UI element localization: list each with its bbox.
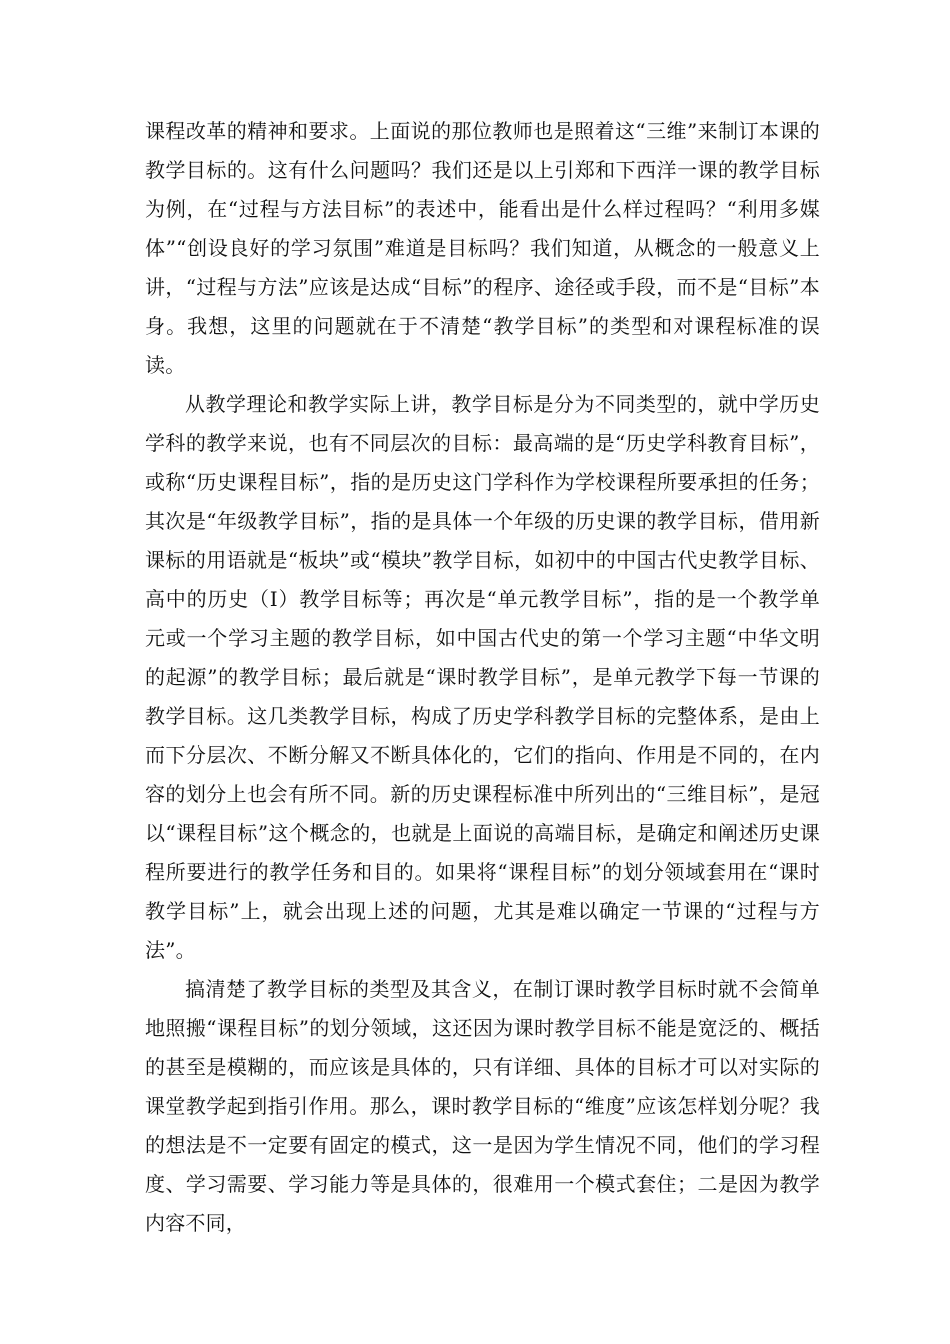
document-body [145,112,820,1243]
paragraph-2: 从教学理论和教学实际上讲，教学目标是分为不同类型的，就中学历史学科的教学来说，也有不同层次的目标：最高端的是“历史学科教育目标”，或称“历史课程目标”，指的是历史这门学科作为学校课程所要承担的任务；其次是“年级教学目标”，指的是具体一个年级的历史课的教学目标，借用新课标的用语就是“板块”或“模块”教学目标，如初中的中国古代史教学目标、高中的历史（Ⅰ）教学目标等；再次是“单元教学目标”，指的是一个教学单元或一个学习主题的教学目标，如中国古代史的第一个学习主题“中华文明的起源”的教学目标；最后就是“课时教学目标”，是单元教学下每一节课的教学目标。这几类教学目标，构成了历史学科教学目标的完整体系，是由上而下分层次、不断分解又不断具体化的，它们的指向、作用是不同的，在内容的划分上也会有所不同。新的历史课程标准中所列出的“三维目标”，是冠以“课程目标”这个概念的，也就是上面说的高端目标，是确定和阐述历史课程所要进行的教学任务和目的。如果将“课程目标”的划分领域套用在“课时教学目标”上，就会出现上述的问题，尤其是难以确定一节课的“过程与方法”。 [145,392,820,962]
paragraph-3: 搞清楚了教学目标的类型及其含义，在制订课时教学目标时就不会简单地照搬“课程目标”的划分领域，这还因为课时教学目标不能是宽泛的、概括的甚至是模糊的，而应该是具体的，只有详细、具体的目标才可以对实际的课堂教学起到指引作用。那么，课时教学目标的“维度”应该怎样划分呢？我的想法是不一定要有固定的模式，这一是因为学生情况不同，他们的学习程度、学习需要、学习能力等是具体的，很难用一个模式套住；二是因为教学内容不同， [145,977,820,1235]
paragraph-1: 课程改革的精神和要求。上面说的那位教师也是照着这“三维”来制订本课的教学目标的。这有什么问题吗？我们还是以上引郑和下西洋一课的教学目标为例，在“过程与方法目标”的表述中，能看出是什么样过程吗？“利用多媒体”“创设良好的学习氛围”难道是目标吗？我们知道，从概念的一般意义上讲，“过程与方法”应该是达成“目标”的程序、途径或手段，而不是“目标”本身。我想，这里的问题就在于不清楚“教学目标”的类型和对课程标准的误读。 [145,119,820,377]
